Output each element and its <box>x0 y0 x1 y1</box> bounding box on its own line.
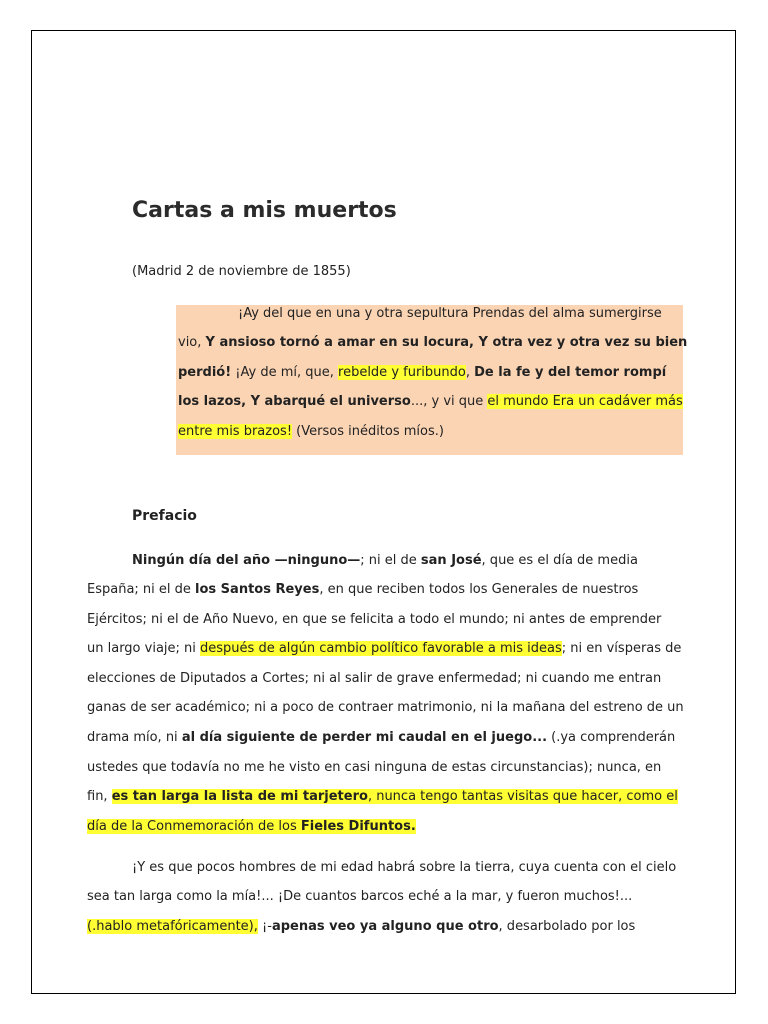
dateline: (Madrid 2 de noviembre de 1855) <box>132 264 351 279</box>
body-line <box>132 552 638 569</box>
text-run: , nunca tengo tantas visitas que hacer, como el <box>367 789 678 804</box>
quote-line <box>238 305 662 322</box>
text-run: después de algún cambio político favorable a mis ideas <box>200 641 562 656</box>
quote-line <box>178 423 444 440</box>
body-line <box>87 699 684 716</box>
text-run: perdió! <box>178 365 232 380</box>
text-run: ; ni el de <box>360 553 421 568</box>
text-run: , que es el día de media <box>481 553 638 568</box>
text-run: los Santos Reyes <box>195 582 320 597</box>
body-line <box>132 859 676 876</box>
text-run: ¡Ay de mí, que, <box>231 365 339 380</box>
text-run: apenas veo ya alguno que otro <box>271 919 499 934</box>
text-run: Fieles Difuntos. <box>300 819 416 834</box>
text-run: drama mío, ni <box>87 730 182 745</box>
body-line <box>87 888 632 905</box>
text-run: De la fe y del temor rompí <box>474 365 667 380</box>
text-run: ¡Y es que pocos hombres de mi edad habrá sobre la tierra, cuya cuenta con el cielo <box>132 860 677 875</box>
body-line <box>87 581 638 598</box>
text-run: España; ni el de <box>87 582 196 597</box>
document-title: Cartas a mis muertos <box>132 198 397 223</box>
text-run: (Versos inéditos míos.) <box>292 424 444 439</box>
text-run: ustedes que todavía no me he visto en casi ninguna de estas circunstancias); nunca, en <box>87 760 662 775</box>
text-run: entre mis brazos! <box>178 424 293 439</box>
quote-line <box>178 334 687 351</box>
body-line <box>87 729 675 746</box>
body-line <box>87 640 681 657</box>
body-line <box>87 788 678 805</box>
text-run: elecciones de Diputados a Cortes; ni al salir de grave enfermedad; ni cuando me entran <box>87 671 662 686</box>
quote-line <box>178 364 666 381</box>
text-run: ¡- <box>257 919 272 934</box>
text-run: al día siguiente de perder mi caudal en el juego... <box>181 730 548 745</box>
text-run: fin, <box>87 789 112 804</box>
text-run: rebelde y furibundo <box>338 365 466 380</box>
text-run: Y ansioso tornó a amar en su locura, Y otra vez y otra vez su bien <box>205 335 688 350</box>
body-line <box>87 759 661 776</box>
text-run: Ningún día del año —ninguno— <box>132 553 361 568</box>
text-run: , en que reciben todos los Generales de nuestros <box>319 582 639 597</box>
body-line <box>87 818 416 835</box>
text-run: vio, <box>178 335 206 350</box>
text-run: ; ni en vísperas de <box>561 641 682 656</box>
text-run: , <box>465 365 475 380</box>
text-run: día de la Conmemoración de los <box>87 819 301 834</box>
text-run: el mundo Era un cadáver más <box>487 394 683 409</box>
text-run: , desarbolado por los <box>498 919 636 934</box>
text-run: un largo viaje; ni <box>87 641 201 656</box>
body-line <box>87 611 661 628</box>
quote-line <box>178 393 683 410</box>
body-line <box>87 670 661 687</box>
text-run: ganas de ser académico; ni a poco de contraer matrimonio, ni la mañana del estreno de un <box>87 700 684 715</box>
text-run: san José <box>420 553 482 568</box>
verse-quote-block <box>176 305 688 455</box>
text-run: (.ya comprenderán <box>547 730 676 745</box>
text-run: Ejércitos; ni el de Año Nuevo, en que se felicita a todo el mundo; ni antes de emprender <box>87 612 662 627</box>
text-run: ¡Ay del que en una y otra sepultura Prendas del alma sumergirse <box>238 306 662 321</box>
text-run: es tan larga la lista de mi tarjetero <box>111 789 368 804</box>
text-run: (.hablo metafóricamente), <box>87 919 258 934</box>
text-run: los lazos, Y abarqué el universo <box>178 394 411 409</box>
body-line <box>87 918 635 935</box>
section-heading: Prefacio <box>132 508 197 524</box>
text-run: ..., y vi que <box>410 394 488 409</box>
text-run: sea tan larga como la mía!... ¡De cuantos barcos eché a la mar, y fueron muchos!... <box>87 889 633 904</box>
